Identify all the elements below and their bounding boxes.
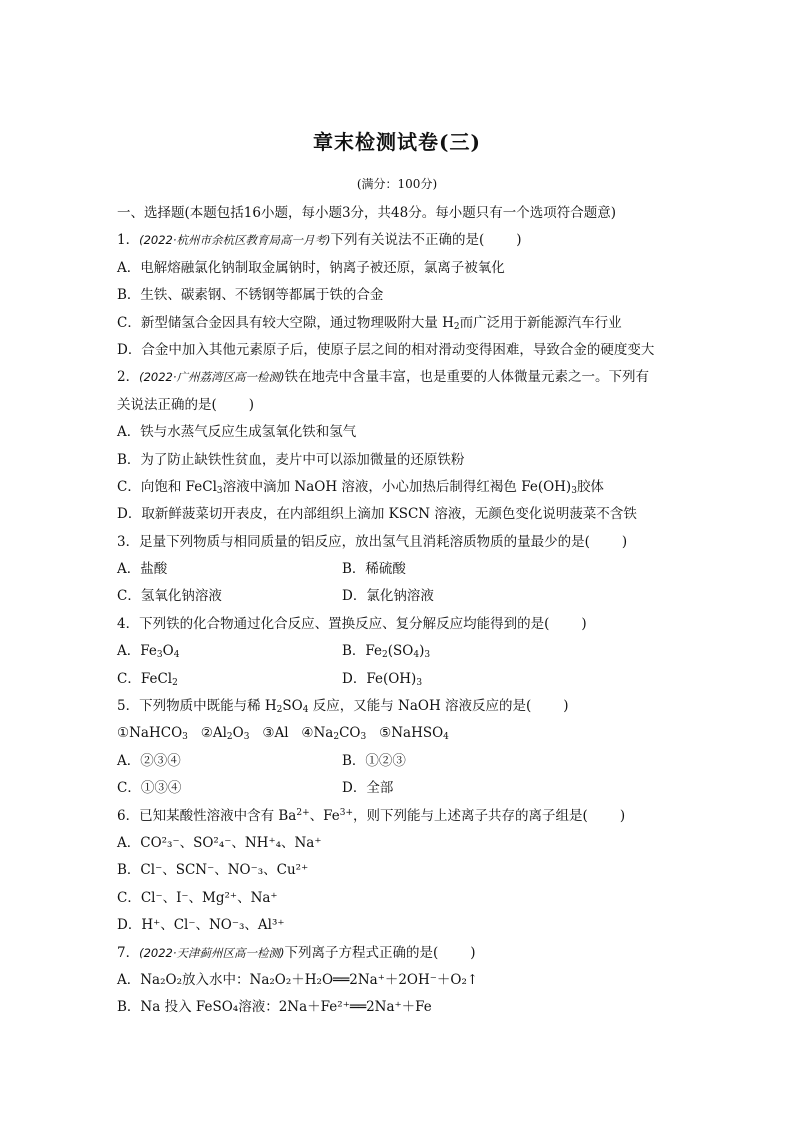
question-6-option-c: C．Cl⁻、I⁻、Mg²⁺、Na⁺ (117, 889, 278, 906)
question-5-items (117, 720, 682, 747)
question-4-option-d: D．$Fe(OH)_3$ (342, 670, 423, 688)
question-5-option-b: B．①②③ (342, 752, 406, 769)
question-3-option-d: D．氯化钠溶液 (342, 588, 434, 605)
question-5-stem: 5．下列物质中既能与稀 $H_2SO_4$ 反应，又能与 NaOH 溶液反应的是( ) (117, 698, 569, 716)
question-7-option-b: B．Na 投入 FeSO₄溶液：2Na＋Fe²⁺══2Na⁺＋Fe (117, 999, 432, 1016)
question-6-option-d: D．H⁺、Cl⁻、NO⁻₃、Al³⁺ (117, 917, 285, 934)
full-score-note: (满分：100分) (356, 177, 438, 191)
question-3-options-ab (117, 556, 682, 583)
question-7-stem: 7．(2022·天津蓟州区高一检测)下列离子方程式正确的是( ) (117, 944, 476, 961)
question-5-item: ⑤NaHSO$_4$ (379, 725, 449, 743)
question-3-option-b: B．稀硫酸 (342, 561, 406, 578)
question-3-stem: 3．足量下列物质与相同质量的铝反应，放出氢气且消耗溶质物质的量最少的是( ) (117, 533, 628, 550)
question-5-item: $④Na_2CO_3$ (301, 725, 367, 743)
question-5-options-ab (117, 748, 682, 775)
question-1-stem: 1．(2022·杭州市余杭区教育局高一月考)下列有关说法不正确的是( ) (117, 232, 522, 249)
question-5-options-cd (117, 775, 682, 802)
question-2-option-d: D．取新鲜菠菜切开表皮，在内部组织上滴加 KSCN 溶液，无颜色变化说明菠菜不含铁 (117, 506, 637, 523)
question-4-option-a: A．$Fe_3O_4$ (117, 643, 180, 661)
question-4-option-b: B．$Fe_2(SO_4)_3$ (342, 643, 431, 661)
question-5-item: ③Al (262, 725, 289, 742)
question-7-option-a: A．Na₂O₂放入水中：Na₂O₂＋H₂O══2Na⁺＋2OH⁻＋O₂↑ (117, 971, 479, 988)
question-list (117, 200, 682, 1022)
question-3-options-cd (117, 583, 682, 610)
question-5-option-d: D．全部 (342, 780, 394, 797)
question-2-option-c: C．向饱和 FeCl$_3$溶液中滴加 NaOH 溶液，小心加热后制得红褐色 $Fe(OH)_3$胶体 (117, 478, 604, 496)
question-1-option-c: C．新型储氢合金因具有较大空隙，通过物理吸附大量 $H_2$而广泛用于新能源汽车行业 (117, 314, 622, 332)
question-3-option-a: A．盐酸 (117, 561, 168, 578)
question-6-option-a: A．CO²₃⁻、SO²₄⁻、NH⁺₄、Na⁺ (117, 834, 322, 851)
question-1-option-d: D．合金中加入其他元素原子后，使原子层之间的相对滑动变得困难，导致合金的硬度变大 (117, 341, 655, 358)
question-5-item: $②Al_2O_3$ (200, 725, 250, 743)
page-title: 章末检测试卷(三) (313, 130, 481, 154)
question-3-option-c: C．氢氧化钠溶液 (117, 588, 222, 605)
question-1-option-b: B．生铁、碳素钢、不锈钢等都属于铁的合金 (117, 287, 384, 304)
question-5-option-c: C．①③④ (117, 780, 182, 797)
question-2-option-a: A．铁与水蒸气反应生成氢氧化铁和氢气 (117, 424, 357, 441)
question-2-option-b: B．为了防止缺铁性贫血，麦片中可以添加微量的还原铁粉 (117, 451, 465, 468)
question-5-item: ①NaHCO$_3$ (117, 725, 188, 743)
section-heading: 一、选择题(本题包括16小题，每小题3分，共48分。每小题只有一个选项符合题意) (117, 205, 616, 221)
question-6-option-b: B．Cl⁻、SCN⁻、NO⁻₃、Cu²⁺ (117, 862, 309, 879)
question-2-stem-cont: 关说法正确的是( ) (117, 396, 255, 413)
question-4-options-cd (117, 666, 682, 693)
question-4-options-ab (117, 638, 682, 665)
question-5-option-a: A．②③④ (117, 752, 181, 769)
question-4-option-c: C．FeCl$_2$ (117, 670, 178, 688)
question-1-option-a: A．电解熔融氯化钠制取金属钠时，钠离子被还原，氯离子被氧化 (117, 259, 505, 276)
question-2-stem: 2．(2022·广州荔湾区高一检测)铁在地壳中含量丰富，也是重要的人体微量元素之一。下列有 (117, 369, 649, 386)
question-4-stem: 4．下列铁的化合物通过化合反应、置换反应、复分解反应均能得到的是( ) (117, 615, 587, 632)
question-6-stem: 6．已知某酸性溶液中含有 $Ba^{2+}$、$Fe^{3+}$，则下列能与上述离子共存的离子组是( ) (117, 807, 626, 824)
